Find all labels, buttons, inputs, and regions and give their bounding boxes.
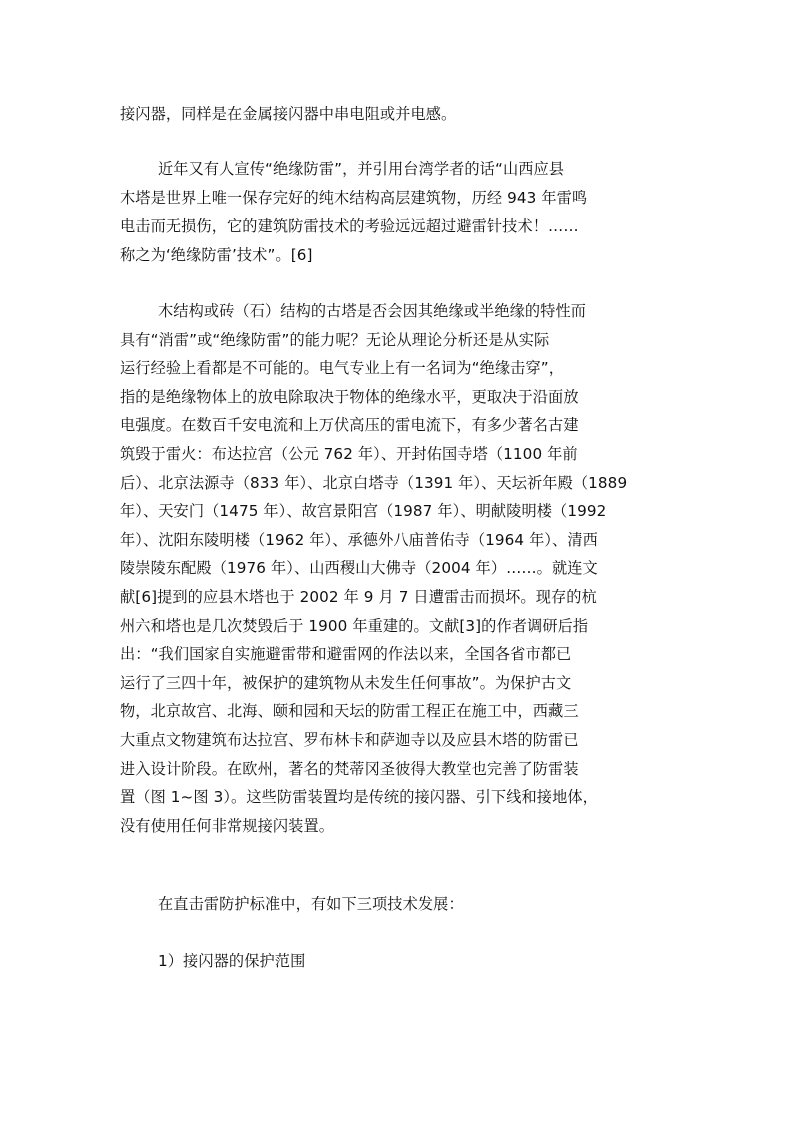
text-line: 后）、北京法源寺（833 年）、北京白塔寺（1391 年）、天坛祈年殿（1889 [120,473,628,492]
text-line: 物，北京故宫、北海、颐和园和天坛的防雷工程正在施工中，西藏三 [120,702,579,721]
text-line: 年）、天安门（1475 年）、故宫景阳宫（1987 年）、明献陵明楼（1992 [120,502,607,521]
text-line: 近年又有人宣传“绝缘防雷”，并引用台湾学者的话“山西应县 [158,160,565,178]
text-line: 在直击雷防护标准中，有如下三项技术发展： [158,895,464,913]
text-line: 称之为‘绝缘防雷’技术”。[6] [120,245,313,264]
text-line: 电击而无损伤，它的建筑防雷技术的考验远远超过避雷针技术！…… [120,217,579,236]
paragraph-insulation-claim [120,155,690,269]
paragraph-ancient-towers [120,297,690,840]
text-line: 1）接闪器的保护范围 [158,952,306,970]
paragraph-continuation [120,100,690,129]
text-line: 没有使用任何非常规接闪装置。 [120,816,335,835]
text-line: 州六和塔也是几次焚毁后于 1900 年重建的。文献[3]的作者调研后指 [120,616,589,635]
paragraph-standards-intro [120,890,690,919]
text-line: 运行经验上看都是不可能的。电气专业上有一名词为“绝缘击穿”， [120,359,564,378]
text-line: 具有“消雷”或“绝缘防雷”的能力呢？无论从理论分析还是从实际 [120,330,550,349]
list-item-heading [120,947,690,976]
text-line: 指的是绝缘物体上的放电除取决于物体的绝缘水平，更取决于沿面放 [120,387,579,406]
text-line: 筑毁于雷火：布达拉宫（公元 762 年）、开封佑国寺塔（1100 年前 [120,444,578,463]
text-line: 年）、沈阳东陵明楼（1962 年）、承德外八庙普佑寺（1964 年）、清西 [120,530,598,549]
text-line: 接闪器，同样是在金属接闪器中串电阻或并电感。 [120,105,457,123]
text-line: 木塔是世界上唯一保存完好的纯木结构高层建筑物，历经 943 年雷鸣 [120,188,588,207]
text-line: 置（图 1~图 3）。这些防雷装置均是传统的接闪器、引下线和接地体， [120,788,598,807]
text-line: 运行了三四十年，被保护的建筑物从未发生任何事故”。为保护古文 [120,673,572,692]
text-line: 献[6]提到的应县木塔也于 2002 年 9 月 7 日遭雷击而损坏。现存的杭 [120,587,597,606]
text-line: 木结构或砖（石）结构的古塔是否会因其绝缘或半绝缘的特性而 [158,302,587,320]
text-line: 陵崇陵东配殿（1976 年）、山西稷山大佛寺（2004 年）……。就连文 [120,559,598,578]
text-line: 电强度。在数百千安电流和上万伏高压的雷电流下，有多少著名古建 [120,416,579,435]
text-line: 进入设计阶段。在欧州，著名的梵蒂冈圣彼得大教堂也完善了防雷装 [120,759,579,778]
text-line: 出：“我们国家自实施避雷带和避雷网的作法以来，全国各省市都已 [120,645,572,664]
text-line: 大重点文物建筑布达拉宫、罗布林卡和萨迦寺以及应县木塔的防雷已 [120,730,579,749]
